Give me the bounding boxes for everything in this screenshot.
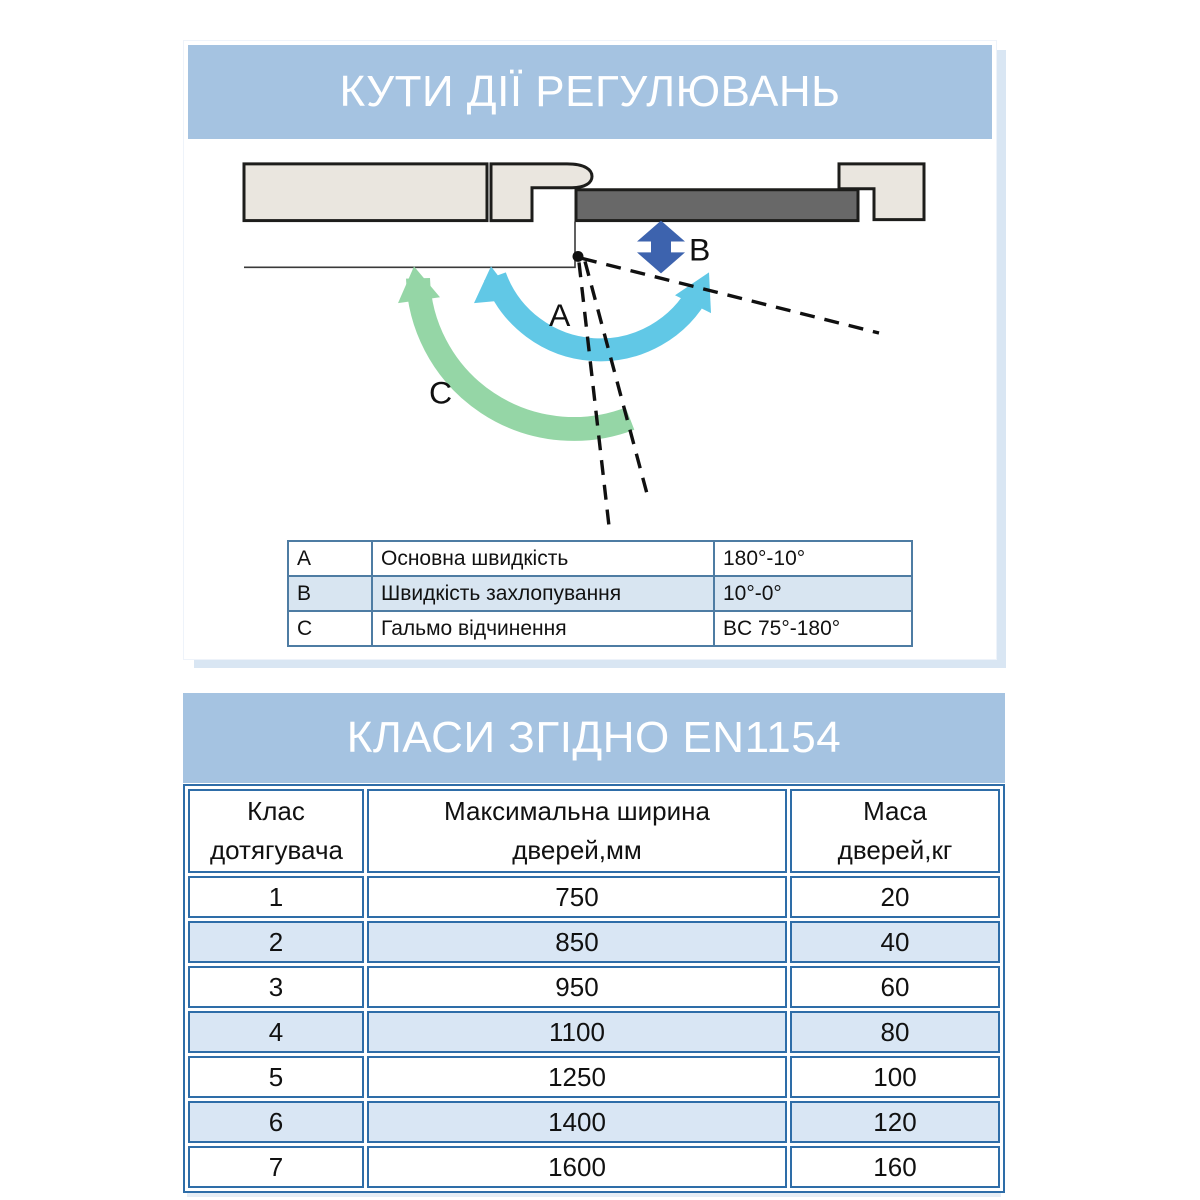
arrow-b-latching-speed-icon <box>637 221 685 274</box>
table-cell: 1400 <box>367 1101 787 1143</box>
angles-panel <box>183 40 997 660</box>
table-row <box>188 1056 1000 1098</box>
table-header-row <box>188 789 1000 873</box>
table-cell: 180°-10° <box>714 541 912 576</box>
label-a: A <box>549 297 571 334</box>
table-row <box>188 1146 1000 1188</box>
table-cell: 6 <box>188 1101 364 1143</box>
table-row <box>288 541 912 576</box>
table-cell: 1100 <box>367 1011 787 1053</box>
table-cell: 1600 <box>367 1146 787 1188</box>
table-cell: 1 <box>188 876 364 918</box>
arc-c-arrowhead-icon <box>398 266 440 303</box>
table-cell: 950 <box>367 966 787 1008</box>
column-header-max-width: Максимальна ширина дверей,мм <box>367 789 787 873</box>
label-c: C <box>429 374 453 411</box>
table-cell: 7 <box>188 1146 364 1188</box>
table-row <box>188 966 1000 1008</box>
table-cell: 850 <box>367 921 787 963</box>
table-cell: BC 75°-180° <box>714 611 912 646</box>
table-cell: 80 <box>790 1011 1000 1053</box>
dashed-door-position-open-2 <box>585 261 649 501</box>
table-cell: Гальмо відчинення <box>372 611 714 646</box>
angles-panel-title: КУТИ ДІЇ РЕГУЛЮВАНЬ <box>188 45 992 139</box>
column-header-mass: Маса дверей,кг <box>790 789 1000 873</box>
table-cell: B <box>288 576 372 611</box>
classes-panel-title: КЛАСИ ЗГІДНО EN1154 <box>183 693 1005 783</box>
table-row <box>188 876 1000 918</box>
table-cell: 160 <box>790 1146 1000 1188</box>
table-cell: 2 <box>188 921 364 963</box>
column-header-class: Клас дотягувача <box>188 789 364 873</box>
en1154-table-body <box>188 876 1000 1188</box>
table-cell: C <box>288 611 372 646</box>
table-row <box>188 921 1000 963</box>
table-cell: 60 <box>790 966 1000 1008</box>
dashed-door-position-open-1 <box>579 262 609 526</box>
en1154-table-header <box>188 789 1000 873</box>
dashed-door-position-latch <box>582 258 879 333</box>
table-cell: A <box>288 541 372 576</box>
table-cell: 5 <box>188 1056 364 1098</box>
table-cell: 120 <box>790 1101 1000 1143</box>
table-cell: 100 <box>790 1056 1000 1098</box>
table-row <box>288 611 912 646</box>
table-cell: 4 <box>188 1011 364 1053</box>
adjustment-legend-table <box>287 540 913 647</box>
wall-reference-line <box>244 222 575 268</box>
table-cell: 20 <box>790 876 1000 918</box>
table-row <box>188 1101 1000 1143</box>
label-b: B <box>689 231 711 268</box>
table-cell: 10°-0° <box>714 576 912 611</box>
hinge-pivot-dot <box>573 251 584 262</box>
table-cell: 750 <box>367 876 787 918</box>
table-cell: 3 <box>188 966 364 1008</box>
wall-left-block <box>244 164 487 221</box>
door-closer-angle-diagram <box>184 139 996 539</box>
adjustment-legend-table-body <box>288 541 912 646</box>
table-cell: 1250 <box>367 1056 787 1098</box>
table-row <box>288 576 912 611</box>
table-cell: 40 <box>790 921 1000 963</box>
table-cell: Швидкість захлопування <box>372 576 714 611</box>
en1154-classes-table <box>183 784 1005 1193</box>
table-row <box>188 1011 1000 1053</box>
door-panel <box>576 190 858 221</box>
table-cell: Основна швидкість <box>372 541 714 576</box>
